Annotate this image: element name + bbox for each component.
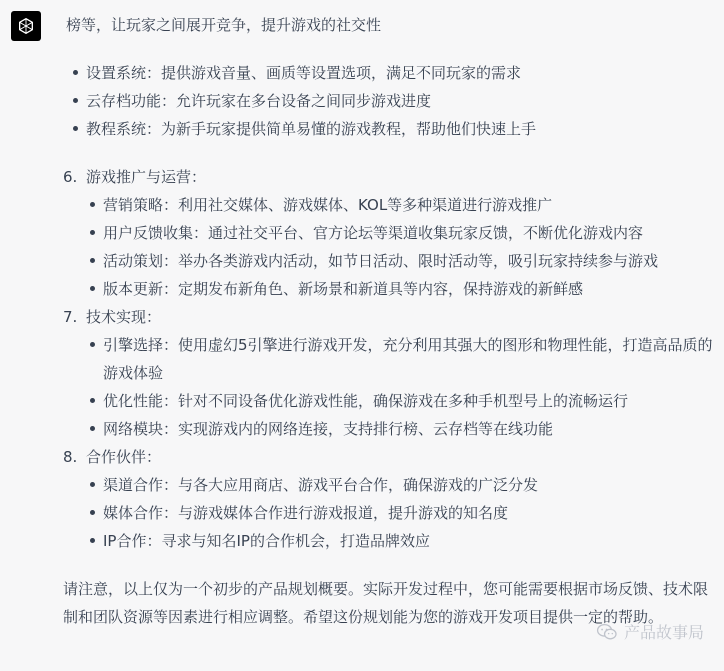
watermark-text: 产品故事局 (623, 623, 704, 642)
list-item: 渠道合作：与各大应用商店、游戏平台合作，确保游戏的广泛分发 (83, 471, 716, 499)
list-item: 网络模块：实现游戏内的网络连接，支持排行榜、云存档等在线功能 (83, 415, 716, 443)
list-item: 设置系统：提供游戏音量、画质等设置选项，满足不同玩家的需求 (66, 59, 716, 87)
section-number: 7. (63, 308, 78, 326)
wechat-icon (596, 623, 618, 641)
list-item: 媒体合作：与游戏媒体合作进行游戏报道，提升游戏的知名度 (83, 499, 716, 527)
assistant-avatar (11, 11, 41, 41)
section-tech (63, 303, 716, 443)
section-title: 游戏推广与运营： (86, 168, 207, 186)
list-item: 教程系统：为新手玩家提供简单易懂的游戏教程，帮助他们快速上手 (66, 115, 716, 143)
section-number: 8. (63, 448, 78, 466)
section-items (83, 331, 716, 443)
section-items (83, 191, 716, 303)
list-item: 引擎选择：使用虚幻5引擎进行游戏开发，充分利用其强大的图形和物理性能，打造高品质的游戏体验 (83, 331, 716, 387)
section-title: 合作伙伴： (86, 448, 162, 466)
section-items (83, 471, 716, 555)
section-heading (63, 163, 716, 191)
section-promotion (63, 163, 716, 303)
list-item: 版本更新：定期发布新角色、新场景和新道具等内容，保持游戏的新鲜感 (83, 275, 716, 303)
section-partners (63, 443, 716, 555)
watermark (596, 620, 704, 643)
intro-line: 榜等，让玩家之间展开竞争，提升游戏的社交性 (66, 16, 382, 34)
message-content (63, 0, 716, 646)
section-list (63, 163, 716, 555)
section-number: 6. (63, 168, 78, 186)
top-bullet-list (66, 59, 716, 143)
list-item: 云存档功能：允许玩家在多台设备之间同步游戏进度 (66, 87, 716, 115)
list-item: 活动策划：举办各类游戏内活动，如节日活动、限时活动等，吸引玩家持续参与游戏 (83, 247, 716, 275)
list-item: 用户反馈收集：通过社交平台、官方论坛等渠道收集玩家反馈，不断优化游戏内容 (83, 219, 716, 247)
list-item: 优化性能：针对不同设备优化游戏性能，确保游戏在多种手机型号上的流畅运行 (83, 387, 716, 415)
section-heading (63, 443, 716, 471)
list-item: IP合作：寻求与知名IP的合作机会，打造品牌效应 (83, 527, 716, 555)
openai-logo-icon (16, 16, 36, 36)
closing-paragraph: 请注意，以上仅为一个初步的产品规划概要。实际开发过程中，您可能需要根据市场反馈、技术限制和团队资源等因素进行相应调整。希望这份规划能为您的游戏开发项目提供一定的帮助。 (63, 580, 709, 626)
section-heading (63, 303, 716, 331)
list-item: 营销策略：利用社交媒体、游戏媒体、KOL等多种渠道进行游戏推广 (83, 191, 716, 219)
section-title: 技术实现： (86, 308, 162, 326)
